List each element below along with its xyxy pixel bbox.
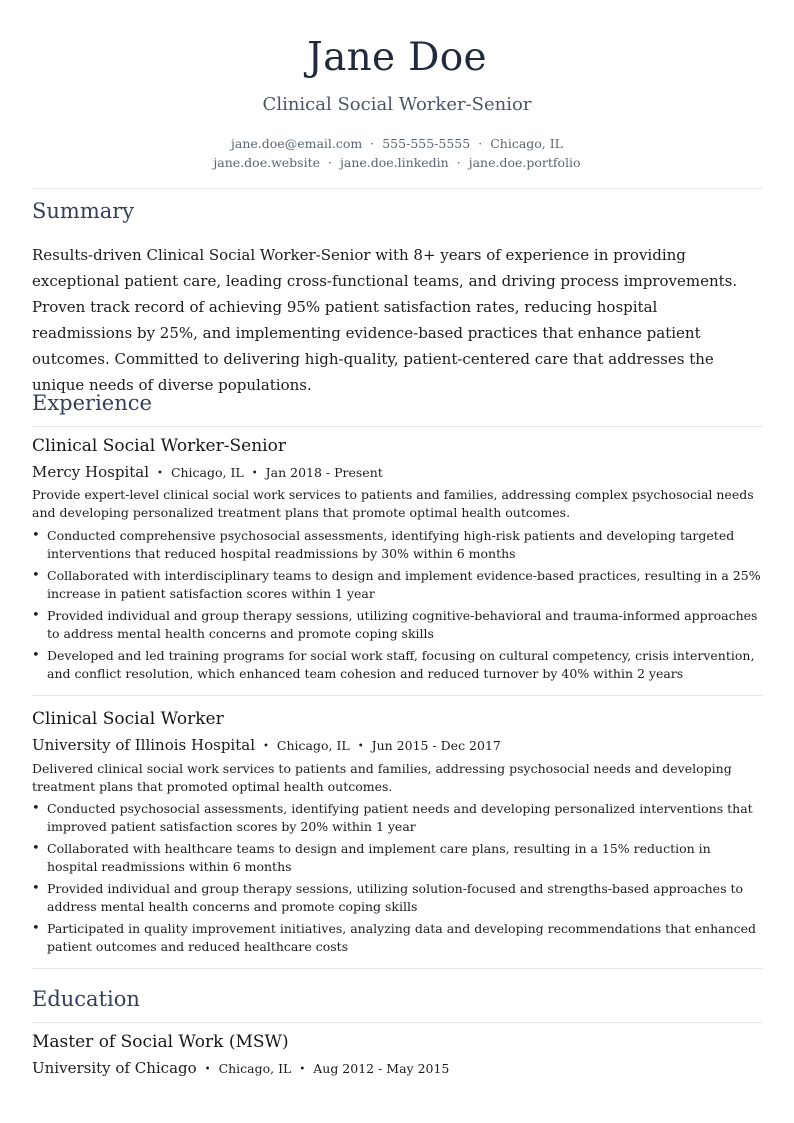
job-divider — [32, 695, 762, 696]
list-item: • Conducted comprehensive psychosocial assessments, identifying high-risk patients and developing targeted interventions that reduced hospital readmissions by 30% within 6 months — [32, 527, 762, 563]
meta-separator: • — [204, 1064, 211, 1075]
education-meta — [32, 1058, 449, 1081]
contact-separator: · — [478, 136, 483, 151]
employer-name: Mercy Hospital — [32, 463, 150, 481]
job-location: Chicago, IL — [170, 465, 244, 480]
job-title: Clinical Social Worker — [32, 709, 224, 729]
portfolio-link[interactable]: jane.doe.portfolio — [468, 155, 581, 170]
job-meta — [32, 735, 501, 758]
education-heading: Education — [32, 987, 140, 1011]
linkedin-link[interactable]: jane.doe.linkedin — [340, 155, 449, 170]
job-meta — [32, 462, 383, 485]
school-location: Chicago, IL — [218, 1061, 292, 1076]
education-dates: Aug 2012 - May 2015 — [313, 1061, 450, 1076]
list-item: • Developed and led training programs for social work staff, focusing on cultural competency, crisis intervention, and conflict resolution, which enhanced team cohesion and reduced turnover by 40% within 2 years — [32, 647, 762, 683]
summary-heading: Summary — [32, 199, 135, 223]
job-dates: Jan 2018 - Present — [265, 465, 383, 480]
meta-separator: • — [263, 741, 269, 752]
list-item: • Conducted psychosocial assessments, identifying patient needs and developing personalized interventions that improved patient satisfaction scores by 20% within 1 year — [32, 800, 762, 836]
website-link[interactable]: jane.doe.website — [213, 155, 321, 170]
experience-heading: Experience — [32, 391, 152, 415]
header-divider — [32, 188, 762, 189]
degree-title: Master of Social Work (MSW) — [32, 1032, 289, 1052]
list-item: • Provided individual and group therapy sessions, utilizing cognitive-behavioral and trauma-informed approaches to address mental health concerns and promote coping skills — [32, 607, 762, 643]
candidate-name: Jane Doe — [307, 35, 487, 80]
list-item: • Collaborated with interdisciplinary teams to design and implement evidence-based practices, resulting in a 25% increase in patient satisfaction scores within 1 year — [32, 567, 762, 603]
meta-separator: • — [299, 1064, 306, 1075]
phone-text: 555-555-5555 — [382, 136, 471, 151]
experience-divider — [32, 426, 762, 427]
employer-name: University of Illinois Hospital — [32, 736, 255, 754]
contact-separator: · — [456, 155, 461, 170]
summary-text: Results-driven Clinical Social Worker-Senior with 8+ years of experience in providing exceptional patient care, leading cross-functional teams, and driving process improvements. Proven track record of achieving 95% patient satisfaction rates, reducing hospital readmissions by 25%, and implementing evidence-based practices that enhance patient outcomes. Committed to delivering high-quality, patient-centered care that addresses the unique needs of diverse populations. — [32, 246, 738, 394]
list-item: • Participated in quality improvement initiatives, analyzing data and developing recommendations that enhanced patient outcomes and reduced healthcare costs — [32, 920, 762, 956]
job-description: Delivered clinical social work services to patients and families, addressing psychosocial needs and developing treatment plans that promoted optimal health outcomes. — [32, 761, 732, 794]
school-name: University of Chicago — [32, 1059, 197, 1077]
list-item: • Collaborated with healthcare teams to design and implement care plans, resulting in a 15% reduction in hospital readmissions within 6 months — [32, 840, 762, 876]
contact-separator: · — [370, 136, 375, 151]
contact-line-1 — [32, 135, 762, 153]
location-text: Chicago, IL — [490, 136, 563, 151]
contact-line-2 — [32, 154, 762, 172]
job-title: Clinical Social Worker-Senior — [32, 436, 286, 456]
email-link[interactable]: jane.doe@email.com — [231, 136, 363, 151]
meta-separator: • — [357, 741, 364, 752]
meta-separator: • — [251, 468, 258, 479]
education-divider — [32, 1022, 762, 1023]
contact-separator: · — [328, 155, 332, 170]
job-location: Chicago, IL — [276, 738, 350, 753]
meta-separator: • — [157, 468, 163, 479]
job-bullets — [32, 800, 762, 960]
job-dates: Jun 2015 - Dec 2017 — [371, 738, 501, 753]
section-divider — [32, 968, 762, 969]
job-description: Provide expert-level clinical social work services to patients and families, addressing complex psychosocial needs and developing personalized treatment plans that promote optimal health outcomes. — [32, 487, 754, 520]
job-bullets — [32, 527, 762, 687]
list-item: • Provided individual and group therapy sessions, utilizing solution-focused and strengths-based approaches to address mental health concerns and promote coping skills — [32, 880, 762, 916]
candidate-title: Clinical Social Worker-Senior — [262, 94, 532, 115]
